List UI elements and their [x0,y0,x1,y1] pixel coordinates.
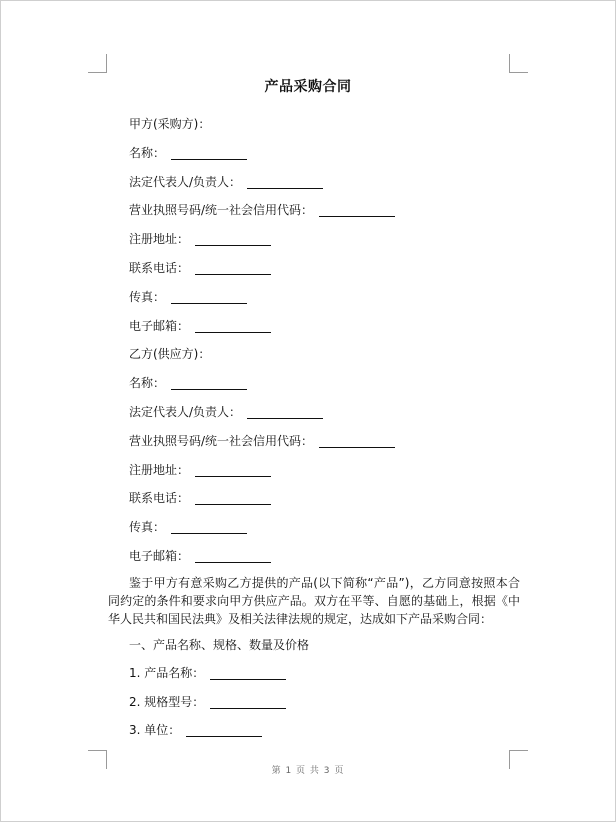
fill-in-blank[interactable] [186,724,262,737]
fill-in-blank[interactable] [195,492,271,505]
fill-in-blank[interactable] [171,147,247,160]
party-a-heading: 甲方(采购方)： [129,117,211,131]
field-label: 营业执照号码/统一社会信用代码： [129,434,314,448]
margin-mark-top-left [88,54,107,73]
section-1-heading: 一、产品名称、规格、数量及价格 [129,638,310,652]
fill-in-blank[interactable] [195,262,271,275]
fill-in-blank[interactable] [210,696,286,709]
party-b-phone-field [129,490,271,506]
spec-model-field [129,694,286,710]
fill-in-blank[interactable] [247,176,323,189]
fill-in-blank[interactable] [247,406,323,419]
preamble-paragraph: 鉴于甲方有意采购乙方提供的产品(以下简称“产品”)，乙方同意按照本合同约定的条件和要求向甲方供应产品。双方在平等、自愿的基础上，根据《中华人民共和国民法典》及相关法律法规的规定，达成如下产品采购合同： [108,576,520,626]
margin-mark-top-right [509,54,528,73]
party-b-email-field [129,548,271,564]
field-label: 联系电话： [129,491,190,505]
party-b-license-field [129,433,395,449]
fill-in-blank[interactable] [195,233,271,246]
field-label: 营业执照号码/统一社会信用代码： [129,203,314,217]
fill-in-blank[interactable] [171,291,247,304]
fill-in-blank[interactable] [171,377,247,390]
party-a-license-field [129,202,395,218]
party-b-fax-field [129,519,247,535]
party-a-representative-field [129,174,323,190]
party-b-heading: 乙方(供应方)： [129,347,211,361]
fill-in-blank[interactable] [210,667,286,680]
fill-in-blank[interactable] [195,320,271,333]
unit-field [129,722,262,738]
fill-in-blank[interactable] [319,204,395,217]
fill-in-blank[interactable] [195,464,271,477]
party-b-address-field [129,462,271,478]
field-label: 2. 规格型号： [129,695,205,709]
page-indicator: 第 1 页 共 3 页 [271,766,345,776]
party-a-name-field [129,145,247,161]
field-label: 名称： [129,146,166,160]
party-a-fax-field [129,289,247,305]
party-a-phone-field [129,260,271,276]
field-label: 1. 产品名称： [129,666,205,680]
field-label: 法定代表人/负责人： [129,405,242,419]
field-label: 注册地址： [129,232,190,246]
party-a-address-field [129,231,271,247]
fill-in-blank[interactable] [319,435,395,448]
product-name-field [129,665,286,681]
field-label: 传真： [129,290,166,304]
field-label: 电子邮箱： [129,319,190,333]
party-a-email-field [129,318,271,334]
field-label: 名称： [129,376,166,390]
party-b-name-field [129,375,247,391]
document-title: 产品采购合同 [264,79,352,95]
party-b-representative-field [129,404,323,420]
field-label: 法定代表人/负责人： [129,175,242,189]
field-label: 联系电话： [129,261,190,275]
field-label: 电子邮箱： [129,549,190,563]
field-label: 注册地址： [129,463,190,477]
fill-in-blank[interactable] [195,550,271,563]
field-label: 传真： [129,520,166,534]
fill-in-blank[interactable] [171,521,247,534]
field-label: 3. 单位： [129,723,181,737]
